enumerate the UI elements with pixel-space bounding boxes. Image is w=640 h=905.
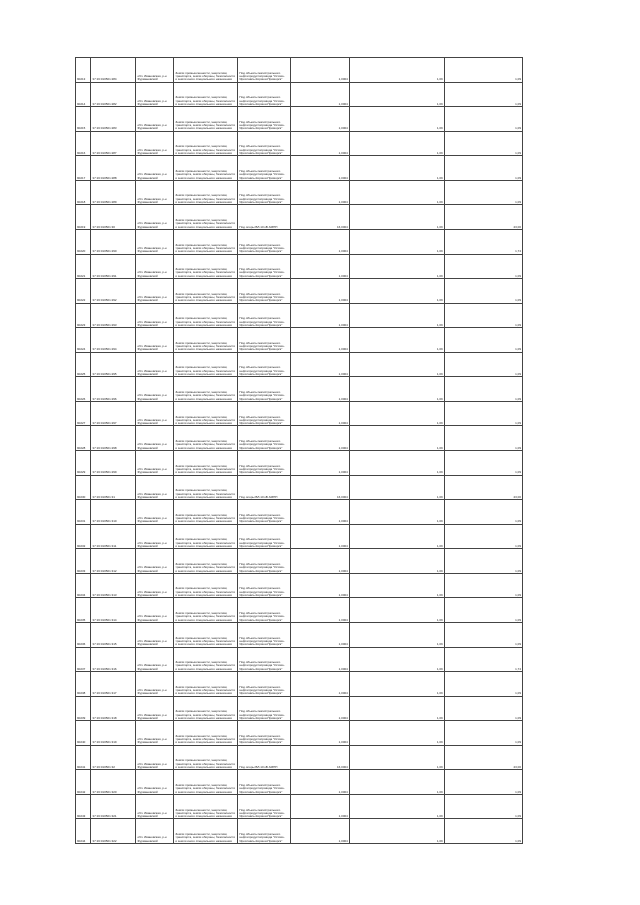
area-value-cell: 16,0004 <box>290 475 349 500</box>
cadastral-number-cell: 37:16:010501:287 <box>91 131 136 156</box>
permitted-use-cell: Под объекты магистрального нефтепродуктопровода "Кстово-Ярославль-Кириши-Приморск" <box>238 794 290 819</box>
table-row <box>76 475 523 500</box>
rate-value-cell: 1,09 <box>444 254 522 279</box>
rate-value-cell: 1,09 <box>444 672 522 697</box>
rate-value-cell: 1,09 <box>444 819 522 844</box>
permitted-use-cell: Под опоры ВЛ-10 кВ АМПП <box>238 475 290 500</box>
cadastral-number-cell: 37:16:010501:283 <box>91 107 136 132</box>
rate-value-cell: 1,09 <box>444 721 522 746</box>
location-cell: обл. Ивановская, р-н Фурмановский <box>136 131 174 156</box>
area-value-cell: 1,0004 <box>290 672 349 697</box>
table-row <box>76 205 523 230</box>
location-cell: обл. Ивановская, р-н Фурмановский <box>136 500 174 525</box>
location-cell: обл. Ивановская, р-н Фурмановский <box>136 549 174 574</box>
table-row <box>76 524 523 549</box>
permitted-use-cell: Под объекты магистрального нефтепродуктопровода "Кстово-Ярославль-Кириши-Приморск" <box>238 82 290 107</box>
permitted-use-cell: Под объекты магистрального нефтепродуктопровода "Кстово-Ярославль-Кириши-Приморск" <box>238 180 290 205</box>
land-category-cell: Земли промышленности, энергетики, транспорта, земли обороны, безопасности и земли иного специального назначения <box>174 401 238 426</box>
row-id-cell: 90231 <box>76 500 91 525</box>
location-cell: обл. Ивановская, р-н Фурмановский <box>136 254 174 279</box>
cadastral-number-cell: 37:16:010501:295 <box>91 352 136 377</box>
cadastral-number-cell: 37:16:010501:282 <box>91 82 136 107</box>
location-cell: обл. Ивановская, р-н Фурмановский <box>136 475 174 500</box>
row-id-cell: 90238 <box>76 672 91 697</box>
area-value-cell: 1,0004 <box>290 426 349 451</box>
row-id-cell: 90215 <box>76 107 91 132</box>
location-cell: обл. Ивановская, р-н Фурмановский <box>136 401 174 426</box>
row-id-cell: 90225 <box>76 352 91 377</box>
row-id-cell: 90218 <box>76 180 91 205</box>
land-category-cell: Земли промышленности, энергетики, транспорта, земли обороны, безопасности и земли иного специального назначения <box>174 254 238 279</box>
row-id-cell: 90228 <box>76 426 91 451</box>
table-row <box>76 58 523 83</box>
land-category-cell: Земли промышленности, энергетики, транспорта, земли обороны, безопасности и земли иного специального назначения <box>174 352 238 377</box>
cadastral-number-cell: 37:16:010501:320 <box>91 770 136 795</box>
coefficient-cell: 1,09 <box>349 451 444 476</box>
permitted-use-cell: Под объекты магистрального нефтепродуктопровода "Кстово-Ярославль-Кириши-Приморск" <box>238 279 290 304</box>
area-value-cell: 1,0004 <box>290 107 349 132</box>
permitted-use-cell: Под объекты магистрального нефтепродуктопровода "Кстово-Ярославль-Кириши-Приморск" <box>238 303 290 328</box>
area-value-cell: 1,0004 <box>290 377 349 402</box>
land-category-cell: Земли промышленности, энергетики, транспорта, земли обороны, безопасности и земли иного специального назначения <box>174 549 238 574</box>
land-category-cell: Земли промышленности, энергетики, транспорта, земли обороны, безопасности и земли иного специального назначения <box>174 229 238 254</box>
cadastral-number-cell: 37:16:010501:297 <box>91 401 136 426</box>
area-value-cell: 1,0004 <box>290 401 349 426</box>
table-row <box>76 500 523 525</box>
table-row <box>76 303 523 328</box>
location-cell: обл. Ивановская, р-н Фурмановский <box>136 524 174 549</box>
land-category-cell: Земли промышленности, энергетики, транспорта, земли обороны, безопасности и земли иного специального назначения <box>174 573 238 598</box>
rate-value-cell: 1,09 <box>444 770 522 795</box>
cadastral-number-cell: 37:16:010501:322 <box>91 819 136 844</box>
area-value-cell: 1,0004 <box>290 254 349 279</box>
rate-value-cell: 1,09 <box>444 303 522 328</box>
cadastral-number-cell: 37:16:010501:293 <box>91 303 136 328</box>
land-category-cell: Земли промышленности, энергетики, транспорта, земли обороны, безопасности и земли иного специального назначения <box>174 131 238 156</box>
coefficient-cell: 1,09 <box>349 475 444 500</box>
table-row <box>76 377 523 402</box>
row-id-cell: 90216 <box>76 131 91 156</box>
area-value-cell: 1,0004 <box>290 352 349 377</box>
permitted-use-cell: Под объекты магистрального нефтепродуктопровода "Кстово-Ярославль-Кириши-Приморск" <box>238 58 290 83</box>
location-cell: обл. Ивановская, р-н Фурмановский <box>136 672 174 697</box>
coefficient-cell: 1,09 <box>349 794 444 819</box>
coefficient-cell: 1,09 <box>349 328 444 353</box>
location-cell: обл. Ивановская, р-н Фурмановский <box>136 598 174 623</box>
permitted-use-cell: Под объекты магистрального нефтепродуктопровода "Кстово-Ярославль-Кириши-Приморск" <box>238 500 290 525</box>
permitted-use-cell: Под объекты магистрального нефтепродуктопровода "Кстово-Ярославль-Кириши-Приморск" <box>238 622 290 647</box>
table-row <box>76 180 523 205</box>
land-category-cell: Земли промышленности, энергетики, транспорта, земли обороны, безопасности и земли иного специального назначения <box>174 58 238 83</box>
permitted-use-cell: Под объекты магистрального нефтепродуктопровода "Кстово-Ярославль-Кириши-Приморск" <box>238 254 290 279</box>
table-row <box>76 745 523 770</box>
area-value-cell: 1,0004 <box>290 524 349 549</box>
rate-value-cell: 1,09 <box>444 180 522 205</box>
table-row <box>76 279 523 304</box>
coefficient-cell: 1,09 <box>349 549 444 574</box>
table-row <box>76 352 523 377</box>
location-cell: обл. Ивановская, р-н Фурмановский <box>136 426 174 451</box>
table-row <box>76 229 523 254</box>
table-row <box>76 156 523 181</box>
rate-value-cell: 1,09 <box>444 401 522 426</box>
land-category-cell: Земли промышленности, энергетики, транспорта, земли обороны, безопасности и земли иного специального назначения <box>174 622 238 647</box>
location-cell: обл. Ивановская, р-н Фурмановский <box>136 573 174 598</box>
permitted-use-cell: Под объекты магистрального нефтепродуктопровода "Кстово-Ярославль-Кириши-Приморск" <box>238 107 290 132</box>
coefficient-cell: 1,09 <box>349 107 444 132</box>
area-value-cell: 1,0004 <box>290 229 349 254</box>
cadastral-number-cell: 37:16:010501:318 <box>91 696 136 721</box>
permitted-use-cell: Под объекты магистрального нефтепродуктопровода "Кстово-Ярославль-Кириши-Приморск" <box>238 426 290 451</box>
permitted-use-cell: Под объекты магистрального нефтепродуктопровода "Кстово-Ярославль-Кириши-Приморск" <box>238 156 290 181</box>
coefficient-cell: 1,09 <box>349 229 444 254</box>
coefficient-cell: 1,09 <box>349 156 444 181</box>
row-id-cell: 90232 <box>76 524 91 549</box>
land-category-cell: Земли промышленности, энергетики, транспорта, земли обороны, безопасности и земли иного специального назначения <box>174 770 238 795</box>
permitted-use-cell: Под объекты магистрального нефтепродуктопровода "Кстово-Ярославль-Кириши-Приморск" <box>238 647 290 672</box>
cadastral-number-cell: 37:16:010501:298 <box>91 426 136 451</box>
area-value-cell: 1,0004 <box>290 819 349 844</box>
table-row <box>76 721 523 746</box>
rate-value-cell: 1,09 <box>444 500 522 525</box>
cadastral-number-cell: 37:16:010501:296 <box>91 377 136 402</box>
cadastral-number-cell: 37:16:010501:313 <box>91 573 136 598</box>
coefficient-cell: 1,09 <box>349 352 444 377</box>
area-value-cell: 1,0004 <box>290 500 349 525</box>
rate-value-cell: 1,09 <box>444 352 522 377</box>
coefficient-cell: 1,09 <box>349 573 444 598</box>
rate-value-cell: 1,09 <box>444 58 522 83</box>
rate-value-cell: 1,09 <box>444 328 522 353</box>
rate-value-cell: 1,09 <box>444 524 522 549</box>
land-category-cell: Земли промышленности, энергетики, транспорта, земли обороны, безопасности и земли иного специального назначения <box>174 156 238 181</box>
permitted-use-cell: Под объекты магистрального нефтепродуктопровода "Кстово-Ярославль-Кириши-Приморск" <box>238 352 290 377</box>
permitted-use-cell: Под объекты магистрального нефтепродуктопровода "Кстово-Ярославль-Кириши-Приморск" <box>238 131 290 156</box>
area-value-cell: 1,0004 <box>290 156 349 181</box>
permitted-use-cell: Под объекты магистрального нефтепродуктопровода "Кстово-Ярославль-Кириши-Приморск" <box>238 328 290 353</box>
row-id-cell: 90235 <box>76 598 91 623</box>
land-category-cell: Земли промышленности, энергетики, транспорта, земли обороны, безопасности и земли иного специального назначения <box>174 647 238 672</box>
row-id-cell: 90239 <box>76 696 91 721</box>
cadastral-number-cell: 37:16:010501:316 <box>91 647 136 672</box>
land-category-cell: Земли промышленности, энергетики, транспорта, земли обороны, безопасности и земли иного специального назначения <box>174 426 238 451</box>
coefficient-cell: 1,09 <box>349 401 444 426</box>
table-row <box>76 770 523 795</box>
row-id-cell: 90230 <box>76 475 91 500</box>
permitted-use-cell: Под объекты магистрального нефтепродуктопровода "Кстово-Ярославль-Кириши-Приморск" <box>238 524 290 549</box>
row-id-cell: 90241 <box>76 745 91 770</box>
rate-value-cell: 1,09 <box>444 622 522 647</box>
cadastral-number-cell: 37:16:010501:311 <box>91 524 136 549</box>
table-row <box>76 794 523 819</box>
cadastral-number-cell: 37:16:010501:310 <box>91 500 136 525</box>
area-value-cell: 1,0004 <box>290 573 349 598</box>
land-category-cell: Земли промышленности, энергетики, транспорта, земли обороны, безопасности и земли иного специального назначения <box>174 107 238 132</box>
permitted-use-cell: Под объекты магистрального нефтепродуктопровода "Кстово-Ярославль-Кириши-Приморск" <box>238 721 290 746</box>
permitted-use-cell: Под объекты магистрального нефтепродуктопровода "Кстово-Ярославль-Кириши-Приморск" <box>238 549 290 574</box>
permitted-use-cell: Под объекты магистрального нефтепродуктопровода "Кстово-Ярославль-Кириши-Приморск" <box>238 672 290 697</box>
location-cell: обл. Ивановская, р-н Фурмановский <box>136 156 174 181</box>
cadastral-number-cell: 37:16:010501:314 <box>91 598 136 623</box>
row-id-cell: 90219 <box>76 205 91 230</box>
rate-value-cell: 1,09 <box>444 82 522 107</box>
land-category-cell: Земли промышленности, энергетики, транспорта, земли обороны, безопасности и земли иного специального назначения <box>174 328 238 353</box>
land-category-cell: Земли промышленности, энергетики, транспорта, земли обороны, безопасности и земли иного специального назначения <box>174 205 238 230</box>
row-id-cell: 90234 <box>76 573 91 598</box>
coefficient-cell: 1,09 <box>349 205 444 230</box>
row-id-cell: 90240 <box>76 721 91 746</box>
location-cell: обл. Ивановская, р-н Фурмановский <box>136 58 174 83</box>
area-value-cell: 1,0004 <box>290 131 349 156</box>
coefficient-cell: 1,09 <box>349 180 444 205</box>
location-cell: обл. Ивановская, р-н Фурмановский <box>136 647 174 672</box>
row-id-cell: 90233 <box>76 549 91 574</box>
table-row <box>76 82 523 107</box>
table-row <box>76 254 523 279</box>
table-row <box>76 696 523 721</box>
location-cell: обл. Ивановская, р-н Фурмановский <box>136 745 174 770</box>
cadastral-number-cell: 37:16:010501:292 <box>91 279 136 304</box>
permitted-use-cell: Под объекты магистрального нефтепродуктопровода "Кстово-Ярославль-Кириши-Приморск" <box>238 451 290 476</box>
area-value-cell: 16,0004 <box>290 205 349 230</box>
permitted-use-cell: Под объекты магистрального нефтепродуктопровода "Кстово-Ярославль-Кириши-Приморск" <box>238 573 290 598</box>
coefficient-cell: 1,09 <box>349 254 444 279</box>
coefficient-cell: 1,09 <box>349 672 444 697</box>
land-category-cell: Земли промышленности, энергетики, транспорта, земли обороны, безопасности и земли иного специального назначения <box>174 745 238 770</box>
coefficient-cell: 1,09 <box>349 524 444 549</box>
land-category-cell: Земли промышленности, энергетики, транспорта, земли обороны, безопасности и земли иного специального назначения <box>174 279 238 304</box>
row-id-cell: 90242 <box>76 770 91 795</box>
location-cell: обл. Ивановская, р-н Фурмановский <box>136 107 174 132</box>
table-row <box>76 426 523 451</box>
row-id-cell: 90223 <box>76 303 91 328</box>
cadastral-number-cell: 37:16:010501:288 <box>91 156 136 181</box>
permitted-use-cell: Под объекты магистрального нефтепродуктопровода "Кстово-Ярославль-Кириши-Приморск" <box>238 377 290 402</box>
row-id-cell: 90236 <box>76 622 91 647</box>
location-cell: обл. Ивановская, р-н Фурмановский <box>136 819 174 844</box>
permitted-use-cell: Под объекты магистрального нефтепродуктопровода "Кстово-Ярославль-Кириши-Приморск" <box>238 696 290 721</box>
permitted-use-cell: Под опоры ВЛ-10 кВ АМПП <box>238 205 290 230</box>
row-id-cell: 90224 <box>76 328 91 353</box>
location-cell: обл. Ивановская, р-н Фурмановский <box>136 770 174 795</box>
coefficient-cell: 1,09 <box>349 131 444 156</box>
area-value-cell: 1,0004 <box>290 549 349 574</box>
land-category-cell: Земли промышленности, энергетики, транспорта, земли обороны, безопасности и земли иного специального назначения <box>174 598 238 623</box>
area-value-cell: 1,0004 <box>290 622 349 647</box>
location-cell: обл. Ивановская, р-н Фурмановский <box>136 794 174 819</box>
coefficient-cell: 1,09 <box>349 377 444 402</box>
table-row <box>76 549 523 574</box>
table-row <box>76 647 523 672</box>
coefficient-cell: 1,09 <box>349 500 444 525</box>
coefficient-cell: 1,09 <box>349 770 444 795</box>
location-cell: обл. Ивановская, р-н Фурмановский <box>136 352 174 377</box>
permitted-use-cell: Под объекты магистрального нефтепродуктопровода "Кстово-Ярославль-Кириши-Приморск" <box>238 598 290 623</box>
cadastral-number-cell: 37:16:010501:291 <box>91 254 136 279</box>
area-value-cell: 1,0004 <box>290 303 349 328</box>
table-row <box>76 573 523 598</box>
rate-value-cell: 1,09 <box>444 131 522 156</box>
land-category-cell: Земли промышленности, энергетики, транспорта, земли обороны, безопасности и земли иного специального назначения <box>174 794 238 819</box>
coefficient-cell: 1,09 <box>349 426 444 451</box>
table-row <box>76 451 523 476</box>
location-cell: обл. Ивановская, р-н Фурмановский <box>136 328 174 353</box>
coefficient-cell: 1,09 <box>349 279 444 304</box>
rate-value-cell: 1,74 <box>444 647 522 672</box>
land-category-cell: Земли промышленности, энергетики, транспорта, земли обороны, безопасности и земли иного специального назначения <box>174 475 238 500</box>
table-body <box>76 58 523 844</box>
area-value-cell: 1,0004 <box>290 647 349 672</box>
rate-value-cell: 1,09 <box>444 107 522 132</box>
row-id-cell: 90214 <box>76 82 91 107</box>
row-id-cell: 90220 <box>76 229 91 254</box>
table-row <box>76 672 523 697</box>
cadastral-number-cell: 37:16:010501:321 <box>91 794 136 819</box>
coefficient-cell: 1,09 <box>349 819 444 844</box>
location-cell: обл. Ивановская, р-н Фурмановский <box>136 303 174 328</box>
rate-value-cell: 23,00 <box>444 475 522 500</box>
cadastral-number-cell: 37:16:010501:31 <box>91 475 136 500</box>
row-id-cell: 90229 <box>76 451 91 476</box>
cadastral-number-cell: 37:16:010501:317 <box>91 672 136 697</box>
area-value-cell: 1,0004 <box>290 598 349 623</box>
row-id-cell: 90227 <box>76 401 91 426</box>
row-id-cell: 90221 <box>76 254 91 279</box>
cadastral-number-cell: 37:16:010501:319 <box>91 721 136 746</box>
rate-value-cell: 1,09 <box>444 426 522 451</box>
land-category-cell: Земли промышленности, энергетики, транспорта, земли обороны, безопасности и земли иного специального назначения <box>174 377 238 402</box>
row-id-cell: 90243 <box>76 794 91 819</box>
area-value-cell: 1,0004 <box>290 794 349 819</box>
cadastral-number-cell: 37:16:010501:299 <box>91 451 136 476</box>
land-category-cell: Земли промышленности, энергетики, транспорта, земли обороны, безопасности и земли иного специального назначения <box>174 303 238 328</box>
coefficient-cell: 1,09 <box>349 721 444 746</box>
coefficient-cell: 1,09 <box>349 58 444 83</box>
location-cell: обл. Ивановская, р-н Фурмановский <box>136 377 174 402</box>
rate-value-cell: 1,74 <box>444 229 522 254</box>
rate-value-cell: 1,09 <box>444 598 522 623</box>
rate-value-cell: 1,09 <box>444 279 522 304</box>
cadastral-number-cell: 37:16:010501:290 <box>91 229 136 254</box>
rate-value-cell: 1,09 <box>444 156 522 181</box>
rate-value-cell: 23,00 <box>444 745 522 770</box>
location-cell: обл. Ивановская, р-н Фурмановский <box>136 451 174 476</box>
cadastral-number-cell: 37:16:010501:32 <box>91 745 136 770</box>
coefficient-cell: 1,09 <box>349 598 444 623</box>
land-category-cell: Земли промышленности, энергетики, транспорта, земли обороны, безопасности и земли иного специального назначения <box>174 451 238 476</box>
cadastral-number-cell: 37:16:010501:289 <box>91 180 136 205</box>
table-row <box>76 819 523 844</box>
land-category-cell: Земли промышленности, энергетики, транспорта, земли обороны, безопасности и земли иного специального назначения <box>174 819 238 844</box>
permitted-use-cell: Под объекты магистрального нефтепродуктопровода "Кстово-Ярославль-Кириши-Приморск" <box>238 770 290 795</box>
rate-value-cell: 1,09 <box>444 549 522 574</box>
cadastral-number-cell: 37:16:010501:294 <box>91 328 136 353</box>
table-row <box>76 131 523 156</box>
row-id-cell: 90226 <box>76 377 91 402</box>
area-value-cell: 1,0004 <box>290 180 349 205</box>
rate-value-cell: 1,09 <box>444 794 522 819</box>
row-id-cell: 90244 <box>76 819 91 844</box>
row-id-cell: 90213 <box>76 58 91 83</box>
coefficient-cell: 1,09 <box>349 745 444 770</box>
coefficient-cell: 1,09 <box>349 303 444 328</box>
rate-value-cell: 1,09 <box>444 573 522 598</box>
rate-value-cell: 1,09 <box>444 377 522 402</box>
table-row <box>76 598 523 623</box>
area-value-cell: 1,0004 <box>290 721 349 746</box>
area-value-cell: 1,0004 <box>290 58 349 83</box>
coefficient-cell: 1,09 <box>349 82 444 107</box>
area-value-cell: 1,0004 <box>290 279 349 304</box>
coefficient-cell: 1,09 <box>349 647 444 672</box>
table-row <box>76 107 523 132</box>
area-value-cell: 1,0004 <box>290 451 349 476</box>
location-cell: обл. Ивановская, р-н Фурмановский <box>136 279 174 304</box>
permitted-use-cell: Под опоры ВЛ-10 кВ АМПП <box>238 745 290 770</box>
table-row <box>76 401 523 426</box>
area-value-cell: 1,0004 <box>290 328 349 353</box>
land-category-cell: Земли промышленности, энергетики, транспорта, земли обороны, безопасности и земли иного специального назначения <box>174 721 238 746</box>
location-cell: обл. Ивановская, р-н Фурмановский <box>136 205 174 230</box>
coefficient-cell: 1,09 <box>349 696 444 721</box>
land-category-cell: Земли промышленности, энергетики, транспорта, земли обороны, безопасности и земли иного специального назначения <box>174 672 238 697</box>
cadastral-number-cell: 37:16:010501:30 <box>91 205 136 230</box>
permitted-use-cell: Под объекты магистрального нефтепродуктопровода "Кстово-Ярославль-Кириши-Приморск" <box>238 819 290 844</box>
land-register-table <box>75 57 523 844</box>
rate-value-cell: 1,09 <box>444 451 522 476</box>
location-cell: обл. Ивановская, р-н Фурмановский <box>136 82 174 107</box>
row-id-cell: 90217 <box>76 156 91 181</box>
location-cell: обл. Ивановская, р-н Фурмановский <box>136 180 174 205</box>
area-value-cell: 1,0004 <box>290 82 349 107</box>
area-value-cell: 1,0004 <box>290 770 349 795</box>
location-cell: обл. Ивановская, р-н Фурмановский <box>136 696 174 721</box>
rate-value-cell: 23,00 <box>444 205 522 230</box>
cadastral-number-cell: 37:16:010501:284 <box>91 58 136 83</box>
permitted-use-cell: Под объекты магистрального нефтепродуктопровода "Кстово-Ярославль-Кириши-Приморск" <box>238 401 290 426</box>
coefficient-cell: 1,09 <box>349 622 444 647</box>
land-category-cell: Земли промышленности, энергетики, транспорта, земли обороны, безопасности и земли иного специального назначения <box>174 524 238 549</box>
row-id-cell: 90222 <box>76 279 91 304</box>
row-id-cell: 90237 <box>76 647 91 672</box>
location-cell: обл. Ивановская, р-н Фурмановский <box>136 622 174 647</box>
location-cell: обл. Ивановская, р-н Фурмановский <box>136 721 174 746</box>
location-cell: обл. Ивановская, р-н Фурмановский <box>136 229 174 254</box>
land-category-cell: Земли промышленности, энергетики, транспорта, земли обороны, безопасности и земли иного специального назначения <box>174 500 238 525</box>
area-value-cell: 16,0004 <box>290 745 349 770</box>
table-row <box>76 622 523 647</box>
land-category-cell: Земли промышленности, энергетики, транспорта, земли обороны, безопасности и земли иного специального назначения <box>174 180 238 205</box>
table-row <box>76 328 523 353</box>
rate-value-cell: 1,09 <box>444 696 522 721</box>
permitted-use-cell: Под объекты магистрального нефтепродуктопровода "Кстово-Ярославль-Кириши-Приморск" <box>238 229 290 254</box>
cadastral-number-cell: 37:16:010501:312 <box>91 549 136 574</box>
land-category-cell: Земли промышленности, энергетики, транспорта, земли обороны, безопасности и земли иного специального назначения <box>174 696 238 721</box>
land-category-cell: Земли промышленности, энергетики, транспорта, земли обороны, безопасности и земли иного специального назначения <box>174 82 238 107</box>
area-value-cell: 1,0004 <box>290 696 349 721</box>
cadastral-number-cell: 37:16:010501:315 <box>91 622 136 647</box>
